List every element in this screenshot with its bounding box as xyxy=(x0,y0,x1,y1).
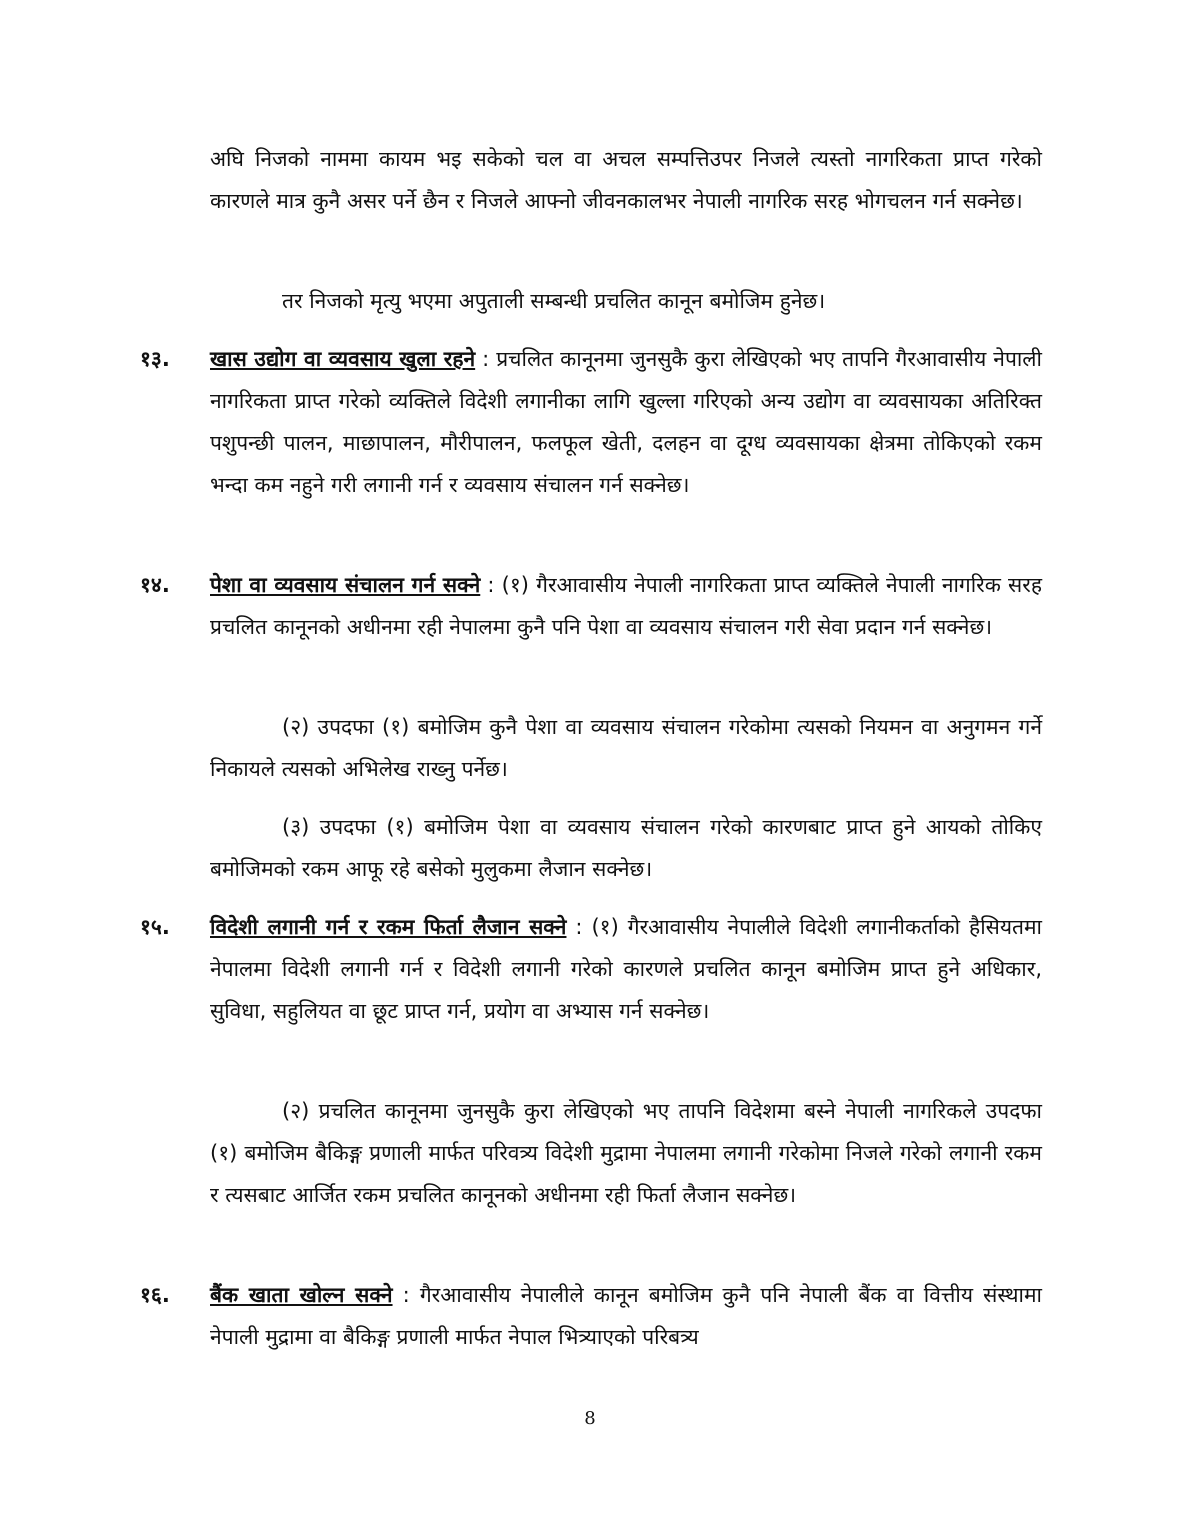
section-15-heading: विदेशी लगानी गर्न र रकम फिर्ता लैजान सक्ने xyxy=(210,915,567,939)
section-13-paragraph xyxy=(210,338,1042,506)
section-16-heading: बैंक खाता खोल्न सक्ने xyxy=(210,1283,393,1307)
section-15-paragraph xyxy=(210,906,1042,1032)
section-13-separator: : xyxy=(475,347,497,371)
section-14-number: १४. xyxy=(140,573,170,597)
section-15-separator: : xyxy=(566,915,592,939)
section-13-number: १३. xyxy=(140,347,170,371)
section-14-paragraph xyxy=(210,564,1042,648)
page-number: 8 xyxy=(584,1408,596,1429)
section-16-paragraph xyxy=(210,1274,1042,1358)
section-15-text: (१) गैरआवासीय नेपालीले विदेशी लगानीकर्ताको हैसियतमा नेपालमा विदेशी लगानी गर्न र विदेशी लगानी गरेको कारणले प्रचलित कानून बमोजिम प्राप्त हुने अधिकार, सुविधा, सहुलियत वा छूट प्राप्त गर्न, प्रयोग वा अभ्यास गर्न सक्नेछ। xyxy=(210,915,1042,1023)
section-14-separator: : xyxy=(480,573,502,597)
section-14-subsection-3: (३) उपदफा (१) बमोजिम पेशा वा व्यवसाय संचालन गरेको कारणबाट प्राप्त हुने आयको तोकिए बमोजिमको रकम आफू रहे बसेको मुलुकमा लैजान सक्नेछ। xyxy=(210,815,1042,881)
section-16-number: १६. xyxy=(140,1283,170,1307)
section-13-text: प्रचलित कानूनमा जुनसुकै कुरा लेखिएको भए तापनि गैरआवासीय नेपाली नागरिकता प्राप्त गरेको व्यक्तिले विदेशी लगानीका लागि खुल्ला गरिएको अन्य उद्योग वा व्यवसायका अतिरिक्त पशुपन्छी पालन, माछापालन, मौरीपालन, फलफूल खेती, दलहन वा दूग्ध व्यवसायका क्षेत्रमा तोकिएको रकम भन्दा कम नहुने गरी लगानी गर्न र व्यवसाय संचालन गर्न सक्नेछ। xyxy=(210,347,1042,497)
section-14-subsection-2: (२) उपदफा (१) बमोजिम कुनै पेशा वा व्यवसाय संचालन गरेकोमा त्यसको नियमन वा अनुगमन गर्ने निकायले त्यसको अभिलेख राख्नु पर्नेछ। xyxy=(210,715,1042,781)
section-14-heading: पेशा वा व्यवसाय संचालन गर्न सक्ने xyxy=(210,573,481,597)
section-16-text: गैरआवासीय नेपालीले कानून बमोजिम कुनै पनि नेपाली बैंक वा वित्तीय संस्थामा नेपाली मुद्रामा वा बैकिङ्ग प्रणाली मार्फत नेपाल भित्र्याएको परिबत्र्य xyxy=(210,1283,1042,1349)
section-15-subsection-2: (२) प्रचलित कानूनमा जुनसुकै कुरा लेखिएको भए तापनि विदेशमा बस्ने नेपाली नागरिकले उपदफा (१) बमोजिम बैकिङ्ग प्रणाली मार्फत परिवत्र्य विदेशी मुद्रामा नेपालमा लगानी गरेकोमा निजले गरेको लगानी रकम र त्यसबाट आर्जित रकम प्रचलित कानूनको अधीनमा रही फिर्ता लैजान सक्नेछ। xyxy=(210,1099,1042,1207)
section-13-heading: खास उद्योग वा व्यवसाय खुला रहने xyxy=(210,347,476,371)
section-15-number: १५. xyxy=(140,915,170,939)
paragraph-proviso: तर निजको मृत्यु भएमा अपुताली सम्बन्धी प्रचलित कानून बमोजिम हुनेछ। xyxy=(282,289,826,313)
section-16-separator: : xyxy=(392,1283,420,1307)
paragraph-continuation: अघि निजको नाममा कायम भइ सकेको चल वा अचल सम्पत्तिउपर निजले त्यस्तो नागरिकता प्राप्त गरेको कारणले मात्र कुनै असर पर्ने छैन र निजले आफ्नो जीवनकालभर नेपाली नागरिक सरह भोगचलन गर्न सक्नेछ। xyxy=(210,147,1042,213)
section-14-text: (१) गैरआवासीय नेपाली नागरिकता प्राप्त व्यक्तिले नेपाली नागरिक सरह प्रचलित कानूनको अधीनमा रही नेपालमा कुनै पनि पेशा वा व्यवसाय संचालन गरी सेवा प्रदान गर्न सक्नेछ। xyxy=(210,573,1042,639)
